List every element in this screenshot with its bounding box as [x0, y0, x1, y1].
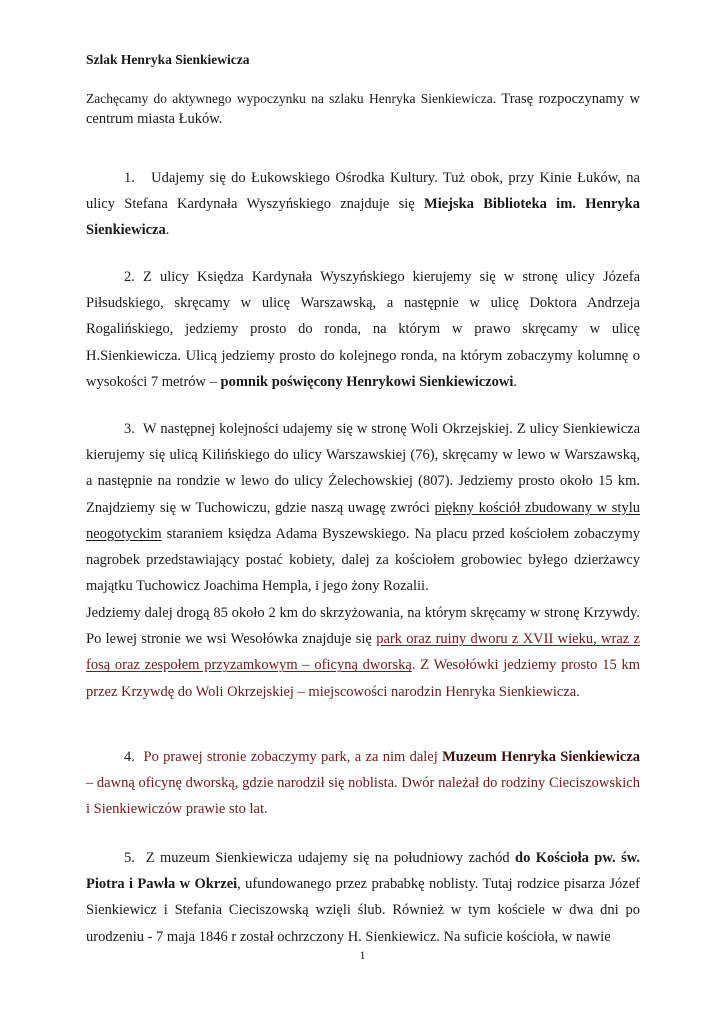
- paragraph-text: Udajemy się do Łukowskiego Ośrodka Kultury. Tuż obok, przy Kinie Łuków, na ulicy Stefana Kardynała Wyszyńskiego znajduje się: [86, 170, 640, 213]
- paragraph-number: 2.: [124, 269, 135, 285]
- paragraph-number: 4.: [124, 749, 135, 765]
- document-title: Szlak Henryka Sienkiewicza: [86, 52, 250, 67]
- paragraph-3: [86, 416, 640, 599]
- paragraph-text-end: . Z Wesołówki jedziemy prosto 15 km przez Krzywdę do Woli Okrzejskiej – miejscowości narodzin Henryka Sienkiewicza.: [86, 657, 641, 700]
- monument-name: pomnik poświęcony Henrykowi Sienkiewiczowi: [220, 373, 514, 390]
- museum-name: Muzeum Henryka Sienkiewicza: [442, 749, 641, 765]
- library-name: Miejska Biblioteka im. Henryka Sienkiewicza: [86, 196, 640, 239]
- paragraph-text: W następnej kolejności udajemy się w stronę Woli Okrzejskiej. Z ulicy Sienkiewicza kierujemy się ulicą Kilińskiego do ulicy Warszawskiej (76), skręcamy w lewo w Warszawską, a następnie na rondzie w lewo do ulicy Żelechowskiej (807). Jedziemy prosto około 15 km. Znajdziemy się w Tuchowiczu, gdzie naszą uwagę zwróci: [86, 421, 641, 516]
- paragraph-text: Po prawej stronie zobaczymy park, a za nim dalej: [143, 749, 443, 765]
- paragraph-number: 5.: [124, 850, 135, 866]
- paragraph-text: Z muzeum Sienkiewicza udajemy się na południowy zachód: [145, 850, 516, 866]
- intro-text-part1: Zachęcamy do aktywnego wypoczynku na szlaku Henryka Sienkiewicza.: [86, 91, 497, 106]
- intro-text-part2: Trasę rozpoczynamy w centrum miasta Łuków.: [86, 91, 640, 127]
- paragraph-text-end: , ufundowanego przez prababkę noblisty. Tutaj rodzice pisarza Józef Sienkiewicz i Stefania Cieciszowską wzięli ślub. Również w tym kościele w dwa dni po urodzeniu - 7 maja 1846 r został ochrzczony H. Sienkiewicz. Na suficie kościoła, w nawie: [86, 876, 641, 945]
- page-number: 1: [359, 948, 366, 962]
- paragraph-2: [86, 264, 640, 395]
- paragraph-4: [86, 744, 640, 823]
- church-highlight: piękny kościół zbudowany w stylu neogotyckim: [86, 499, 640, 542]
- intro-paragraph: [86, 89, 640, 129]
- paragraph-text-end: .: [513, 373, 517, 390]
- church-name: do Kościoła pw. św. Piotra i Pawła w Okrzei: [86, 850, 641, 893]
- paragraph-text-end: staraniem księdza Adama Byszewskiego. Na placu przed kościołem zobaczymy nagrobek przedstawiający postać kobiety, dalej za kościołem grobowiec byłego dzierżawcy majątku Tuchowicz Joachima Hempla, i jego żony Rozalii.: [86, 525, 640, 595]
- paragraph-5: [86, 845, 640, 950]
- paragraph-number: 1.: [124, 170, 135, 186]
- paragraph-text-end: .: [165, 222, 170, 239]
- paragraph-text: Jedziemy dalej drogą 85 około 2 km do skrzyżowania, na którym skręcamy w stronę Krzywdy. Po lewej stronie we wsi Wesołówka znajduje się: [86, 605, 640, 648]
- paragraph-1: [86, 165, 640, 244]
- paragraph-3-continued: [86, 600, 640, 705]
- manor-ruins-highlight: park oraz ruiny dworu z XVII wieku, wraz z fosą oraz zespołem przyzamkowym – oficyną dworską: [86, 631, 640, 674]
- paragraph-text: Z ulicy Księdza Kardynała Wyszyńskiego kierujemy się w stronę ulicy Józefa Piłsudskiego, skręcamy w ulicę Warszawską, a następnie w ulicę Doktora Andrzeja Rogalińskiego, jedziemy prosto do ronda, na którym w prawo skręcamy w ulicę H.Sienkiewicza. Ulicą jedziemy prosto do kolejnego ronda, na którym zobaczymy kolumnę o wysokości 7 metrów –: [86, 269, 641, 390]
- paragraph-text-end: – dawną oficynę dworską, gdzie narodził się noblista. Dwór należał do rodziny Cieciszowskich i Sienkiewiczów prawie sto lat.: [86, 775, 640, 818]
- paragraph-number: 3.: [124, 421, 135, 437]
